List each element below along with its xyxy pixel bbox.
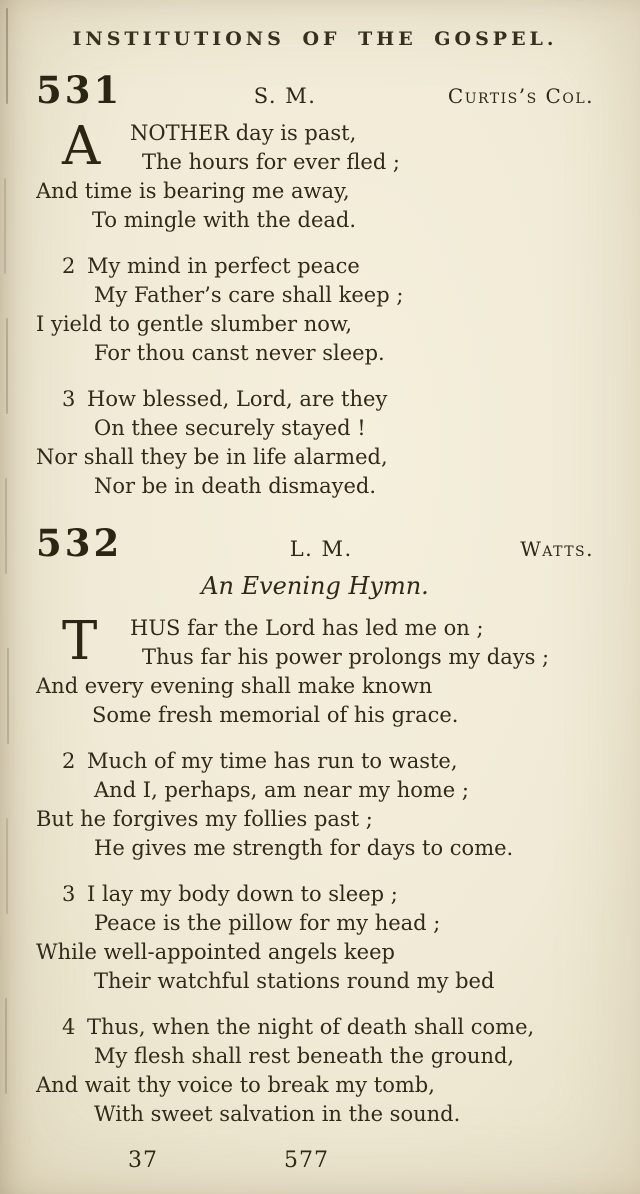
hymn-531-header bbox=[36, 68, 594, 112]
stanza-number: 3 bbox=[62, 387, 76, 411]
binding-scan-marks bbox=[6, 8, 8, 104]
verse-line: And wait thy voice to break my tomb, bbox=[36, 1073, 435, 1097]
running-header: INSTITUTIONS OF THE GOSPEL. bbox=[72, 28, 558, 50]
stanza bbox=[36, 116, 594, 235]
verse-line: He gives me strength for days to come. bbox=[94, 836, 514, 860]
verse-line: With sweet salvation in the sound. bbox=[94, 1102, 461, 1126]
verse-line: HUS far the Lord has led me on ; bbox=[130, 616, 484, 640]
verse-line: 4 Thus, when the night of death shall come, bbox=[62, 1013, 594, 1042]
stanza bbox=[36, 611, 594, 730]
verse-line: And every evening shall make known bbox=[36, 674, 433, 698]
stanza bbox=[36, 747, 594, 863]
verse-line: Thus far his power prolongs my days ; bbox=[142, 645, 550, 669]
verse-line: To mingle with the dead. bbox=[92, 208, 357, 232]
verse-line: I yield to gentle slumber now, bbox=[36, 312, 353, 336]
stanza-number: 3 bbox=[62, 882, 76, 906]
signature-mark: 37 bbox=[128, 1148, 158, 1173]
drop-cap: A bbox=[62, 116, 101, 177]
verse-line: While well-appointed angels keep bbox=[36, 940, 395, 964]
drop-cap: T bbox=[62, 611, 98, 672]
hymn-meter: L. M. bbox=[289, 537, 353, 561]
stanza-number: 2 bbox=[62, 749, 76, 773]
verse-line: And time is bearing me away, bbox=[36, 179, 350, 203]
stanza bbox=[36, 385, 594, 501]
verse-line: The hours for ever fled ; bbox=[142, 150, 401, 174]
hymn-number: 532 bbox=[36, 521, 123, 565]
stanza-number: 2 bbox=[62, 254, 76, 278]
stanza bbox=[36, 1013, 594, 1129]
stanza bbox=[36, 880, 594, 996]
page-number: 577 bbox=[284, 1148, 329, 1173]
hymn-attribution: Curtis’s Col. bbox=[447, 84, 594, 108]
verse-line: Nor be in death dismayed. bbox=[94, 474, 377, 498]
verse-line: My Father’s care shall keep ; bbox=[94, 283, 404, 307]
verse-line: For thou canst never sleep. bbox=[94, 341, 385, 365]
verse-line: Some fresh memorial of his grace. bbox=[92, 703, 459, 727]
verse-line: Their watchful stations round my bed bbox=[94, 969, 495, 993]
verse-line: On thee securely stayed ! bbox=[94, 416, 366, 440]
hymn-attribution: Watts. bbox=[520, 537, 594, 561]
page-footer bbox=[36, 1148, 594, 1178]
verse-line: Peace is the pillow for my head ; bbox=[94, 911, 441, 935]
verse-line: NOTHER day is past, bbox=[130, 121, 357, 145]
hymn-meter: S. M. bbox=[253, 84, 317, 108]
hymn-531-stanzas bbox=[36, 116, 594, 501]
verse-line: 2 Much of my time has run to waste, bbox=[62, 747, 594, 776]
hymn-number: 531 bbox=[36, 68, 123, 112]
hymn-532-stanzas bbox=[36, 611, 594, 1129]
hymn-531 bbox=[36, 68, 594, 501]
hymn-532 bbox=[36, 521, 594, 1129]
verse-line: My flesh shall rest beneath the ground, bbox=[94, 1044, 515, 1068]
verse-line: But he forgives my follies past ; bbox=[36, 807, 373, 831]
hymn-532-header bbox=[36, 521, 594, 565]
stanza bbox=[36, 252, 594, 368]
verse-line: 2 My mind in perfect peace bbox=[62, 252, 594, 281]
stanza-number: 4 bbox=[62, 1015, 76, 1039]
verse-line: 3 How blessed, Lord, are they bbox=[62, 385, 594, 414]
verse-line: Nor shall they be in life alarmed, bbox=[36, 445, 388, 469]
verse-line: 3 I lay my body down to sleep ; bbox=[62, 880, 594, 909]
verse-line: And I, perhaps, am near my home ; bbox=[94, 778, 469, 802]
hymn-title: An Evening Hymn. bbox=[201, 572, 429, 600]
